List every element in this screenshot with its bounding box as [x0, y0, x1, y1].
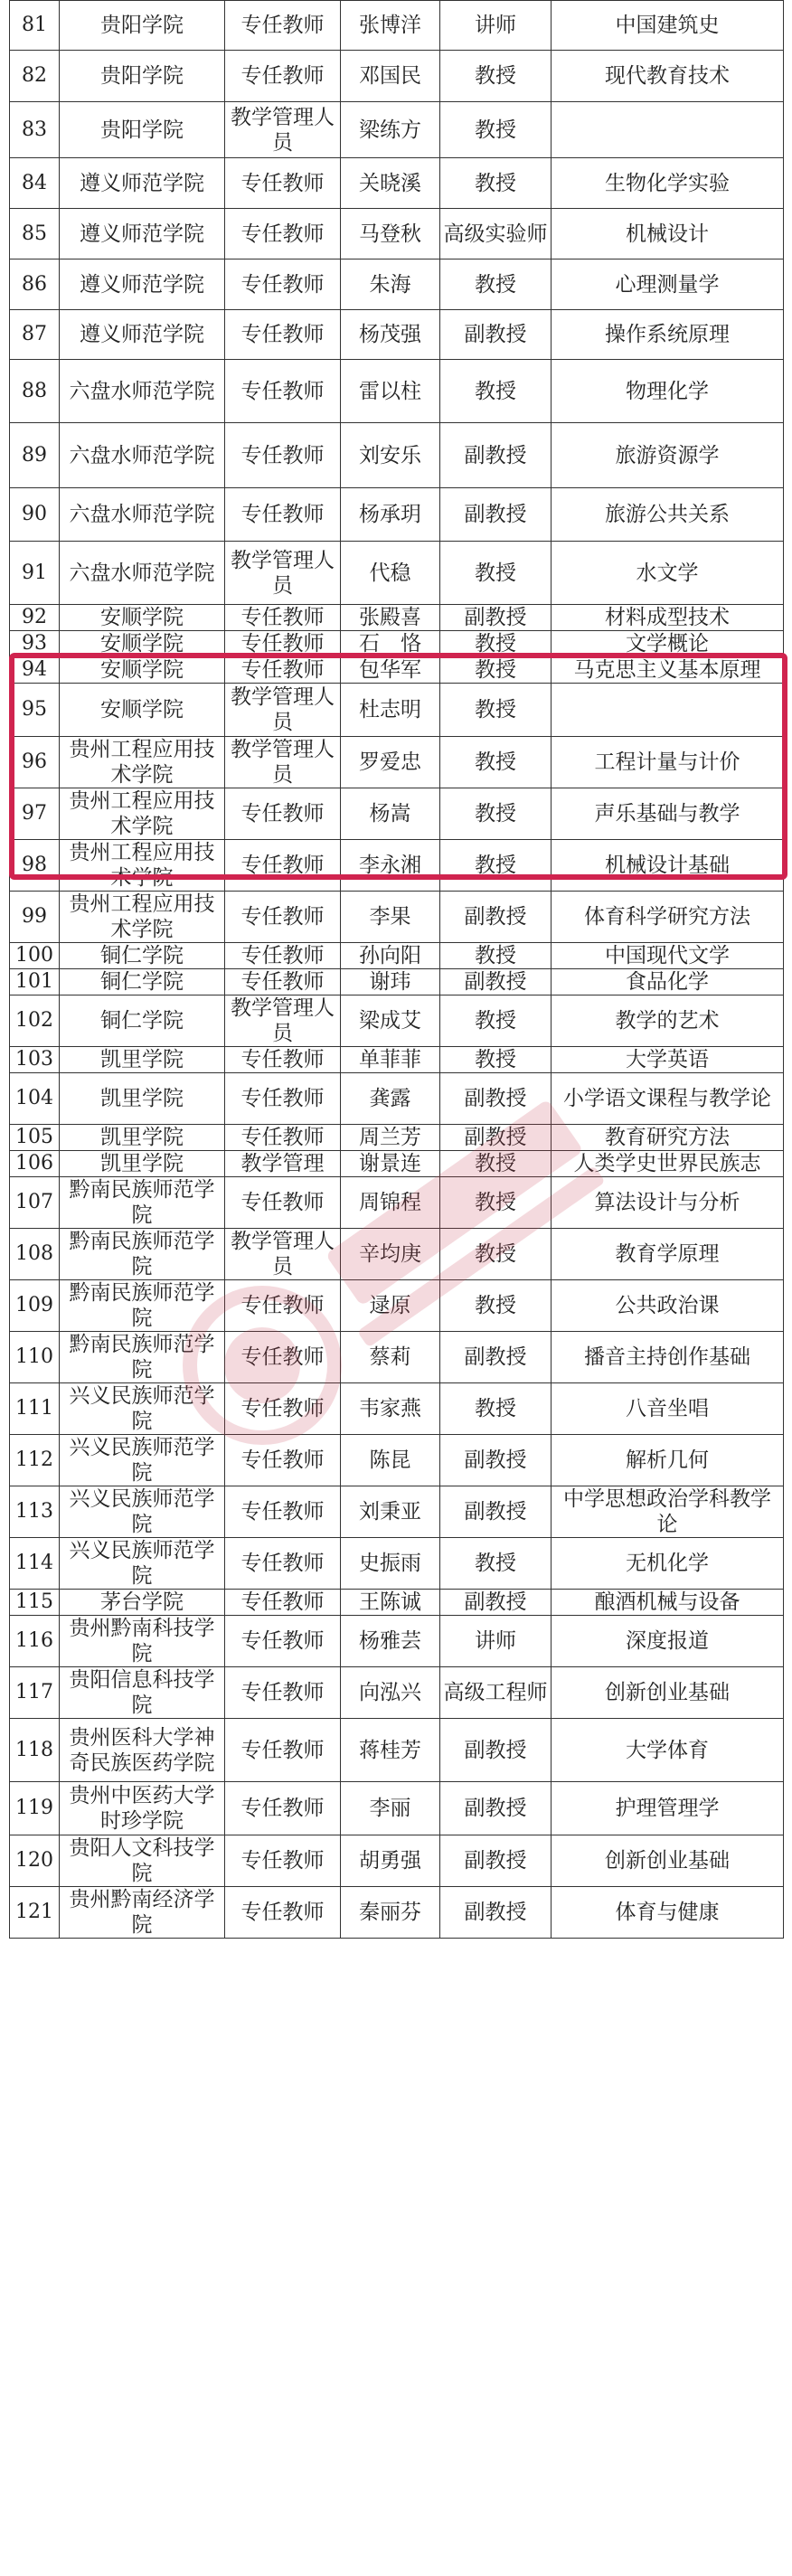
cell-category: 专任教师: [225, 788, 341, 840]
cell-name: 张博洋: [341, 1, 440, 51]
cell-category: 专任教师: [225, 1383, 341, 1435]
cell-no: 87: [10, 310, 60, 360]
cell-school: 遵义师范学院: [60, 310, 225, 360]
table-row: [10, 1047, 784, 1073]
cell-subject: 创新创业基础: [552, 1835, 784, 1887]
cell-school: 六盘水师范学院: [60, 360, 225, 423]
cell-no: 82: [10, 51, 60, 102]
cell-name: 杨茂强: [341, 310, 440, 360]
cell-no: 99: [10, 892, 60, 943]
table-row: [10, 657, 784, 684]
table-row: [10, 1719, 784, 1782]
cell-title: 教授: [440, 158, 552, 209]
cell-name: 梁成艾: [341, 995, 440, 1047]
cell-no: 90: [10, 488, 60, 542]
cell-category: 专任教师: [225, 51, 341, 102]
cell-school: 遵义师范学院: [60, 259, 225, 310]
cell-subject: 无机化学: [552, 1538, 784, 1590]
cell-title: 副教授: [440, 1590, 552, 1616]
cell-name: 李永湘: [341, 840, 440, 892]
cell-title: 教授: [440, 631, 552, 657]
table-row: [10, 1782, 784, 1835]
cell-subject: [552, 684, 784, 737]
cell-school: 贵州工程应用技术学院: [60, 892, 225, 943]
cell-title: 副教授: [440, 310, 552, 360]
cell-category: 专任教师: [225, 1486, 341, 1538]
cell-title: 讲师: [440, 1616, 552, 1667]
cell-no: 114: [10, 1538, 60, 1590]
table-row: [10, 788, 784, 840]
teacher-table: [9, 0, 784, 1939]
cell-name: 马登秋: [341, 209, 440, 259]
cell-school: 兴义民族师范学院: [60, 1486, 225, 1538]
table-row: [10, 1887, 784, 1939]
cell-category: 专任教师: [225, 1, 341, 51]
cell-title: 教授: [440, 542, 552, 605]
table-row: [10, 1073, 784, 1125]
table-row: [10, 840, 784, 892]
cell-title: 副教授: [440, 892, 552, 943]
cell-subject: 八音坐唱: [552, 1383, 784, 1435]
cell-category: 专任教师: [225, 360, 341, 423]
cell-title: 教授: [440, 259, 552, 310]
cell-subject: 教学的艺术: [552, 995, 784, 1047]
cell-category: 专任教师: [225, 840, 341, 892]
cell-school: 安顺学院: [60, 684, 225, 737]
cell-school: 贵阳人文科技学院: [60, 1835, 225, 1887]
cell-name: 代稳: [341, 542, 440, 605]
cell-school: 凯里学院: [60, 1151, 225, 1177]
cell-school: 凯里学院: [60, 1125, 225, 1151]
cell-name: 罗爱忠: [341, 737, 440, 788]
table-row: [10, 1177, 784, 1229]
cell-subject: 中国现代文学: [552, 943, 784, 969]
cell-no: 88: [10, 360, 60, 423]
cell-no: 120: [10, 1835, 60, 1887]
cell-category: 专任教师: [225, 969, 341, 995]
cell-no: 89: [10, 423, 60, 488]
cell-name: 陈昆: [341, 1435, 440, 1486]
cell-subject: 心理测量学: [552, 259, 784, 310]
cell-name: 石 恪: [341, 631, 440, 657]
cell-subject: 操作系统原理: [552, 310, 784, 360]
cell-name: 刘秉亚: [341, 1486, 440, 1538]
cell-no: 118: [10, 1719, 60, 1782]
cell-subject: 大学英语: [552, 1047, 784, 1073]
cell-title: 教授: [440, 1151, 552, 1177]
table-row: [10, 1151, 784, 1177]
cell-school: 铜仁学院: [60, 995, 225, 1047]
cell-subject: 机械设计: [552, 209, 784, 259]
cell-subject: 工程计量与计价: [552, 737, 784, 788]
table-row: [10, 51, 784, 102]
cell-no: 110: [10, 1332, 60, 1383]
cell-name: 蔡莉: [341, 1332, 440, 1383]
cell-category: 教学管理人员: [225, 737, 341, 788]
cell-name: 逯原: [341, 1280, 440, 1332]
cell-category: 专任教师: [225, 1887, 341, 1939]
cell-school: 黔南民族师范学院: [60, 1177, 225, 1229]
cell-school: 贵阳学院: [60, 1, 225, 51]
cell-school: 凯里学院: [60, 1047, 225, 1073]
cell-name: 杨雅芸: [341, 1616, 440, 1667]
cell-title: 副教授: [440, 1719, 552, 1782]
cell-no: 100: [10, 943, 60, 969]
cell-school: 贵州工程应用技术学院: [60, 840, 225, 892]
cell-school: 兴义民族师范学院: [60, 1435, 225, 1486]
table-row: [10, 1486, 784, 1538]
table-row: [10, 1280, 784, 1332]
cell-category: 专任教师: [225, 158, 341, 209]
cell-subject: 深度报道: [552, 1616, 784, 1667]
cell-name: 李果: [341, 892, 440, 943]
table-row: [10, 631, 784, 657]
cell-subject: 播音主持创作基础: [552, 1332, 784, 1383]
cell-subject: 创新创业基础: [552, 1667, 784, 1719]
cell-category: 专任教师: [225, 310, 341, 360]
cell-no: 93: [10, 631, 60, 657]
cell-no: 115: [10, 1590, 60, 1616]
cell-title: 教授: [440, 360, 552, 423]
cell-category: 专任教师: [225, 631, 341, 657]
cell-name: 周锦程: [341, 1177, 440, 1229]
cell-school: 贵州中医药大学时珍学院: [60, 1782, 225, 1835]
cell-subject: 教育学原理: [552, 1229, 784, 1280]
cell-category: 专任教师: [225, 1616, 341, 1667]
cell-no: 103: [10, 1047, 60, 1073]
cell-no: 121: [10, 1887, 60, 1939]
cell-category: 专任教师: [225, 1538, 341, 1590]
cell-no: 109: [10, 1280, 60, 1332]
cell-title: 教授: [440, 995, 552, 1047]
cell-subject: 护理管理学: [552, 1782, 784, 1835]
cell-name: 张殿喜: [341, 605, 440, 631]
cell-school: 六盘水师范学院: [60, 542, 225, 605]
cell-school: 遵义师范学院: [60, 158, 225, 209]
cell-no: 97: [10, 788, 60, 840]
cell-title: 教授: [440, 788, 552, 840]
cell-category: 专任教师: [225, 605, 341, 631]
cell-school: 贵州黔南科技学院: [60, 1616, 225, 1667]
cell-school: 贵阳学院: [60, 102, 225, 158]
cell-title: 教授: [440, 1538, 552, 1590]
cell-category: 专任教师: [225, 1073, 341, 1125]
table-row: [10, 423, 784, 488]
cell-title: 副教授: [440, 488, 552, 542]
table-row: [10, 488, 784, 542]
cell-no: 86: [10, 259, 60, 310]
table-row: [10, 158, 784, 209]
table-row: [10, 259, 784, 310]
cell-school: 兴义民族师范学院: [60, 1383, 225, 1435]
cell-subject: 人类学史世界民族志: [552, 1151, 784, 1177]
table-row: [10, 209, 784, 259]
cell-category: 专任教师: [225, 1590, 341, 1616]
cell-school: 六盘水师范学院: [60, 488, 225, 542]
cell-name: 韦家燕: [341, 1383, 440, 1435]
table-row: [10, 892, 784, 943]
table-row: [10, 943, 784, 969]
cell-no: 83: [10, 102, 60, 158]
cell-category: 专任教师: [225, 1047, 341, 1073]
cell-name: 王陈诚: [341, 1590, 440, 1616]
cell-school: 六盘水师范学院: [60, 423, 225, 488]
cell-name: 关晓溪: [341, 158, 440, 209]
cell-school: 贵阳学院: [60, 51, 225, 102]
cell-subject: 生物化学实验: [552, 158, 784, 209]
table-row: [10, 605, 784, 631]
cell-school: 贵州工程应用技术学院: [60, 788, 225, 840]
cell-title: 副教授: [440, 969, 552, 995]
table-row: [10, 969, 784, 995]
cell-name: 史振雨: [341, 1538, 440, 1590]
cell-name: 胡勇强: [341, 1835, 440, 1887]
cell-title: 教授: [440, 1177, 552, 1229]
cell-category: 专任教师: [225, 1177, 341, 1229]
cell-no: 84: [10, 158, 60, 209]
table-row: [10, 1538, 784, 1590]
cell-name: 杨承玥: [341, 488, 440, 542]
cell-name: 杜志明: [341, 684, 440, 737]
cell-category: 教学管理人员: [225, 995, 341, 1047]
cell-title: 教授: [440, 684, 552, 737]
cell-name: 蒋桂芳: [341, 1719, 440, 1782]
cell-subject: 公共政治课: [552, 1280, 784, 1332]
cell-school: 贵阳信息科技学院: [60, 1667, 225, 1719]
cell-title: 副教授: [440, 1125, 552, 1151]
cell-school: 黔南民族师范学院: [60, 1229, 225, 1280]
table-row: [10, 1229, 784, 1280]
cell-category: 教学管理人员: [225, 542, 341, 605]
cell-category: 专任教师: [225, 1125, 341, 1151]
cell-subject: 大学体育: [552, 1719, 784, 1782]
table-row: [10, 1667, 784, 1719]
cell-school: 黔南民族师范学院: [60, 1280, 225, 1332]
cell-subject: 算法设计与分析: [552, 1177, 784, 1229]
cell-title: 教授: [440, 1229, 552, 1280]
cell-name: 谢景连: [341, 1151, 440, 1177]
cell-no: 111: [10, 1383, 60, 1435]
table-row: [10, 684, 784, 737]
cell-school: 铜仁学院: [60, 969, 225, 995]
cell-category: 专任教师: [225, 1280, 341, 1332]
cell-title: 教授: [440, 51, 552, 102]
cell-title: 讲师: [440, 1, 552, 51]
cell-subject: [552, 102, 784, 158]
cell-name: 龚露: [341, 1073, 440, 1125]
cell-school: 安顺学院: [60, 605, 225, 631]
cell-subject: 酿酒机械与设备: [552, 1590, 784, 1616]
cell-no: 104: [10, 1073, 60, 1125]
cell-no: 98: [10, 840, 60, 892]
cell-subject: 小学语文课程与教学论: [552, 1073, 784, 1125]
cell-name: 刘安乐: [341, 423, 440, 488]
cell-subject: 教育研究方法: [552, 1125, 784, 1151]
cell-category: 教学管理: [225, 1151, 341, 1177]
cell-no: 91: [10, 542, 60, 605]
cell-name: 李丽: [341, 1782, 440, 1835]
cell-category: 专任教师: [225, 1835, 341, 1887]
cell-name: 孙向阳: [341, 943, 440, 969]
table-row: [10, 1, 784, 51]
cell-no: 102: [10, 995, 60, 1047]
cell-no: 101: [10, 969, 60, 995]
cell-subject: 材料成型技术: [552, 605, 784, 631]
cell-subject: 食品化学: [552, 969, 784, 995]
cell-no: 81: [10, 1, 60, 51]
cell-title: 副教授: [440, 1435, 552, 1486]
cell-no: 105: [10, 1125, 60, 1151]
table-row: [10, 310, 784, 360]
table-row: [10, 1835, 784, 1887]
cell-category: 专任教师: [225, 488, 341, 542]
cell-title: 副教授: [440, 1835, 552, 1887]
cell-school: 遵义师范学院: [60, 209, 225, 259]
cell-title: 教授: [440, 1047, 552, 1073]
cell-title: 教授: [440, 840, 552, 892]
cell-category: 教学管理人员: [225, 684, 341, 737]
cell-title: 教授: [440, 1280, 552, 1332]
cell-title: 高级工程师: [440, 1667, 552, 1719]
cell-name: 朱海: [341, 259, 440, 310]
cell-title: 教授: [440, 943, 552, 969]
cell-subject: 文学概论: [552, 631, 784, 657]
cell-school: 铜仁学院: [60, 943, 225, 969]
cell-subject: 旅游公共关系: [552, 488, 784, 542]
cell-category: 专任教师: [225, 1332, 341, 1383]
table-row: [10, 1332, 784, 1383]
cell-category: 教学管理人员: [225, 102, 341, 158]
table-row: [10, 1383, 784, 1435]
cell-subject: 马克思主义基本原理: [552, 657, 784, 684]
cell-no: 95: [10, 684, 60, 737]
cell-title: 副教授: [440, 1073, 552, 1125]
cell-name: 梁练方: [341, 102, 440, 158]
cell-no: 108: [10, 1229, 60, 1280]
cell-name: 雷以柱: [341, 360, 440, 423]
cell-school: 安顺学院: [60, 657, 225, 684]
cell-subject: 中学思想政治学科教学论: [552, 1486, 784, 1538]
cell-title: 副教授: [440, 423, 552, 488]
table-row: [10, 1616, 784, 1667]
cell-title: 教授: [440, 1383, 552, 1435]
cell-title: 高级实验师: [440, 209, 552, 259]
cell-no: 85: [10, 209, 60, 259]
cell-no: 113: [10, 1486, 60, 1538]
cell-subject: 体育与健康: [552, 1887, 784, 1939]
cell-name: 包华军: [341, 657, 440, 684]
cell-subject: 中国建筑史: [552, 1, 784, 51]
cell-no: 112: [10, 1435, 60, 1486]
cell-title: 副教授: [440, 1782, 552, 1835]
cell-category: 专任教师: [225, 1667, 341, 1719]
table-row: [10, 542, 784, 605]
cell-subject: 体育科学研究方法: [552, 892, 784, 943]
cell-category: 专任教师: [225, 943, 341, 969]
cell-name: 杨嵩: [341, 788, 440, 840]
cell-category: 专任教师: [225, 892, 341, 943]
cell-school: 茅台学院: [60, 1590, 225, 1616]
cell-name: 单菲菲: [341, 1047, 440, 1073]
cell-title: 副教授: [440, 1486, 552, 1538]
cell-name: 邓国民: [341, 51, 440, 102]
cell-subject: 声乐基础与教学: [552, 788, 784, 840]
cell-name: 向泓兴: [341, 1667, 440, 1719]
cell-category: 专任教师: [225, 1435, 341, 1486]
cell-subject: 机械设计基础: [552, 840, 784, 892]
cell-category: 专任教师: [225, 209, 341, 259]
cell-no: 117: [10, 1667, 60, 1719]
cell-name: 谢玮: [341, 969, 440, 995]
cell-name: 秦丽芬: [341, 1887, 440, 1939]
cell-no: 107: [10, 1177, 60, 1229]
table-row: [10, 1435, 784, 1486]
cell-subject: 现代教育技术: [552, 51, 784, 102]
table-row: [10, 102, 784, 158]
cell-title: 教授: [440, 102, 552, 158]
cell-no: 92: [10, 605, 60, 631]
table-row: [10, 360, 784, 423]
cell-category: 专任教师: [225, 259, 341, 310]
cell-school: 贵州黔南经济学院: [60, 1887, 225, 1939]
cell-subject: 旅游资源学: [552, 423, 784, 488]
cell-category: 专任教师: [225, 657, 341, 684]
cell-title: 副教授: [440, 605, 552, 631]
cell-school: 凯里学院: [60, 1073, 225, 1125]
cell-school: 兴义民族师范学院: [60, 1538, 225, 1590]
table-row: [10, 995, 784, 1047]
cell-name: 辛均庚: [341, 1229, 440, 1280]
cell-category: 专任教师: [225, 423, 341, 488]
cell-name: 周兰芳: [341, 1125, 440, 1151]
table-row: [10, 1125, 784, 1151]
cell-category: 专任教师: [225, 1719, 341, 1782]
cell-school: 安顺学院: [60, 631, 225, 657]
cell-no: 96: [10, 737, 60, 788]
cell-subject: 物理化学: [552, 360, 784, 423]
cell-category: 教学管理人员: [225, 1229, 341, 1280]
cell-subject: 解析几何: [552, 1435, 784, 1486]
cell-no: 94: [10, 657, 60, 684]
table-row: [10, 737, 784, 788]
cell-title: 教授: [440, 737, 552, 788]
cell-subject: 水文学: [552, 542, 784, 605]
cell-no: 116: [10, 1616, 60, 1667]
cell-title: 副教授: [440, 1332, 552, 1383]
cell-no: 106: [10, 1151, 60, 1177]
table-row: [10, 1590, 784, 1616]
cell-school: 贵州医科大学神奇民族医药学院: [60, 1719, 225, 1782]
cell-category: 专任教师: [225, 1782, 341, 1835]
cell-school: 黔南民族师范学院: [60, 1332, 225, 1383]
cell-school: 贵州工程应用技术学院: [60, 737, 225, 788]
cell-title: 教授: [440, 657, 552, 684]
cell-no: 119: [10, 1782, 60, 1835]
cell-title: 副教授: [440, 1887, 552, 1939]
